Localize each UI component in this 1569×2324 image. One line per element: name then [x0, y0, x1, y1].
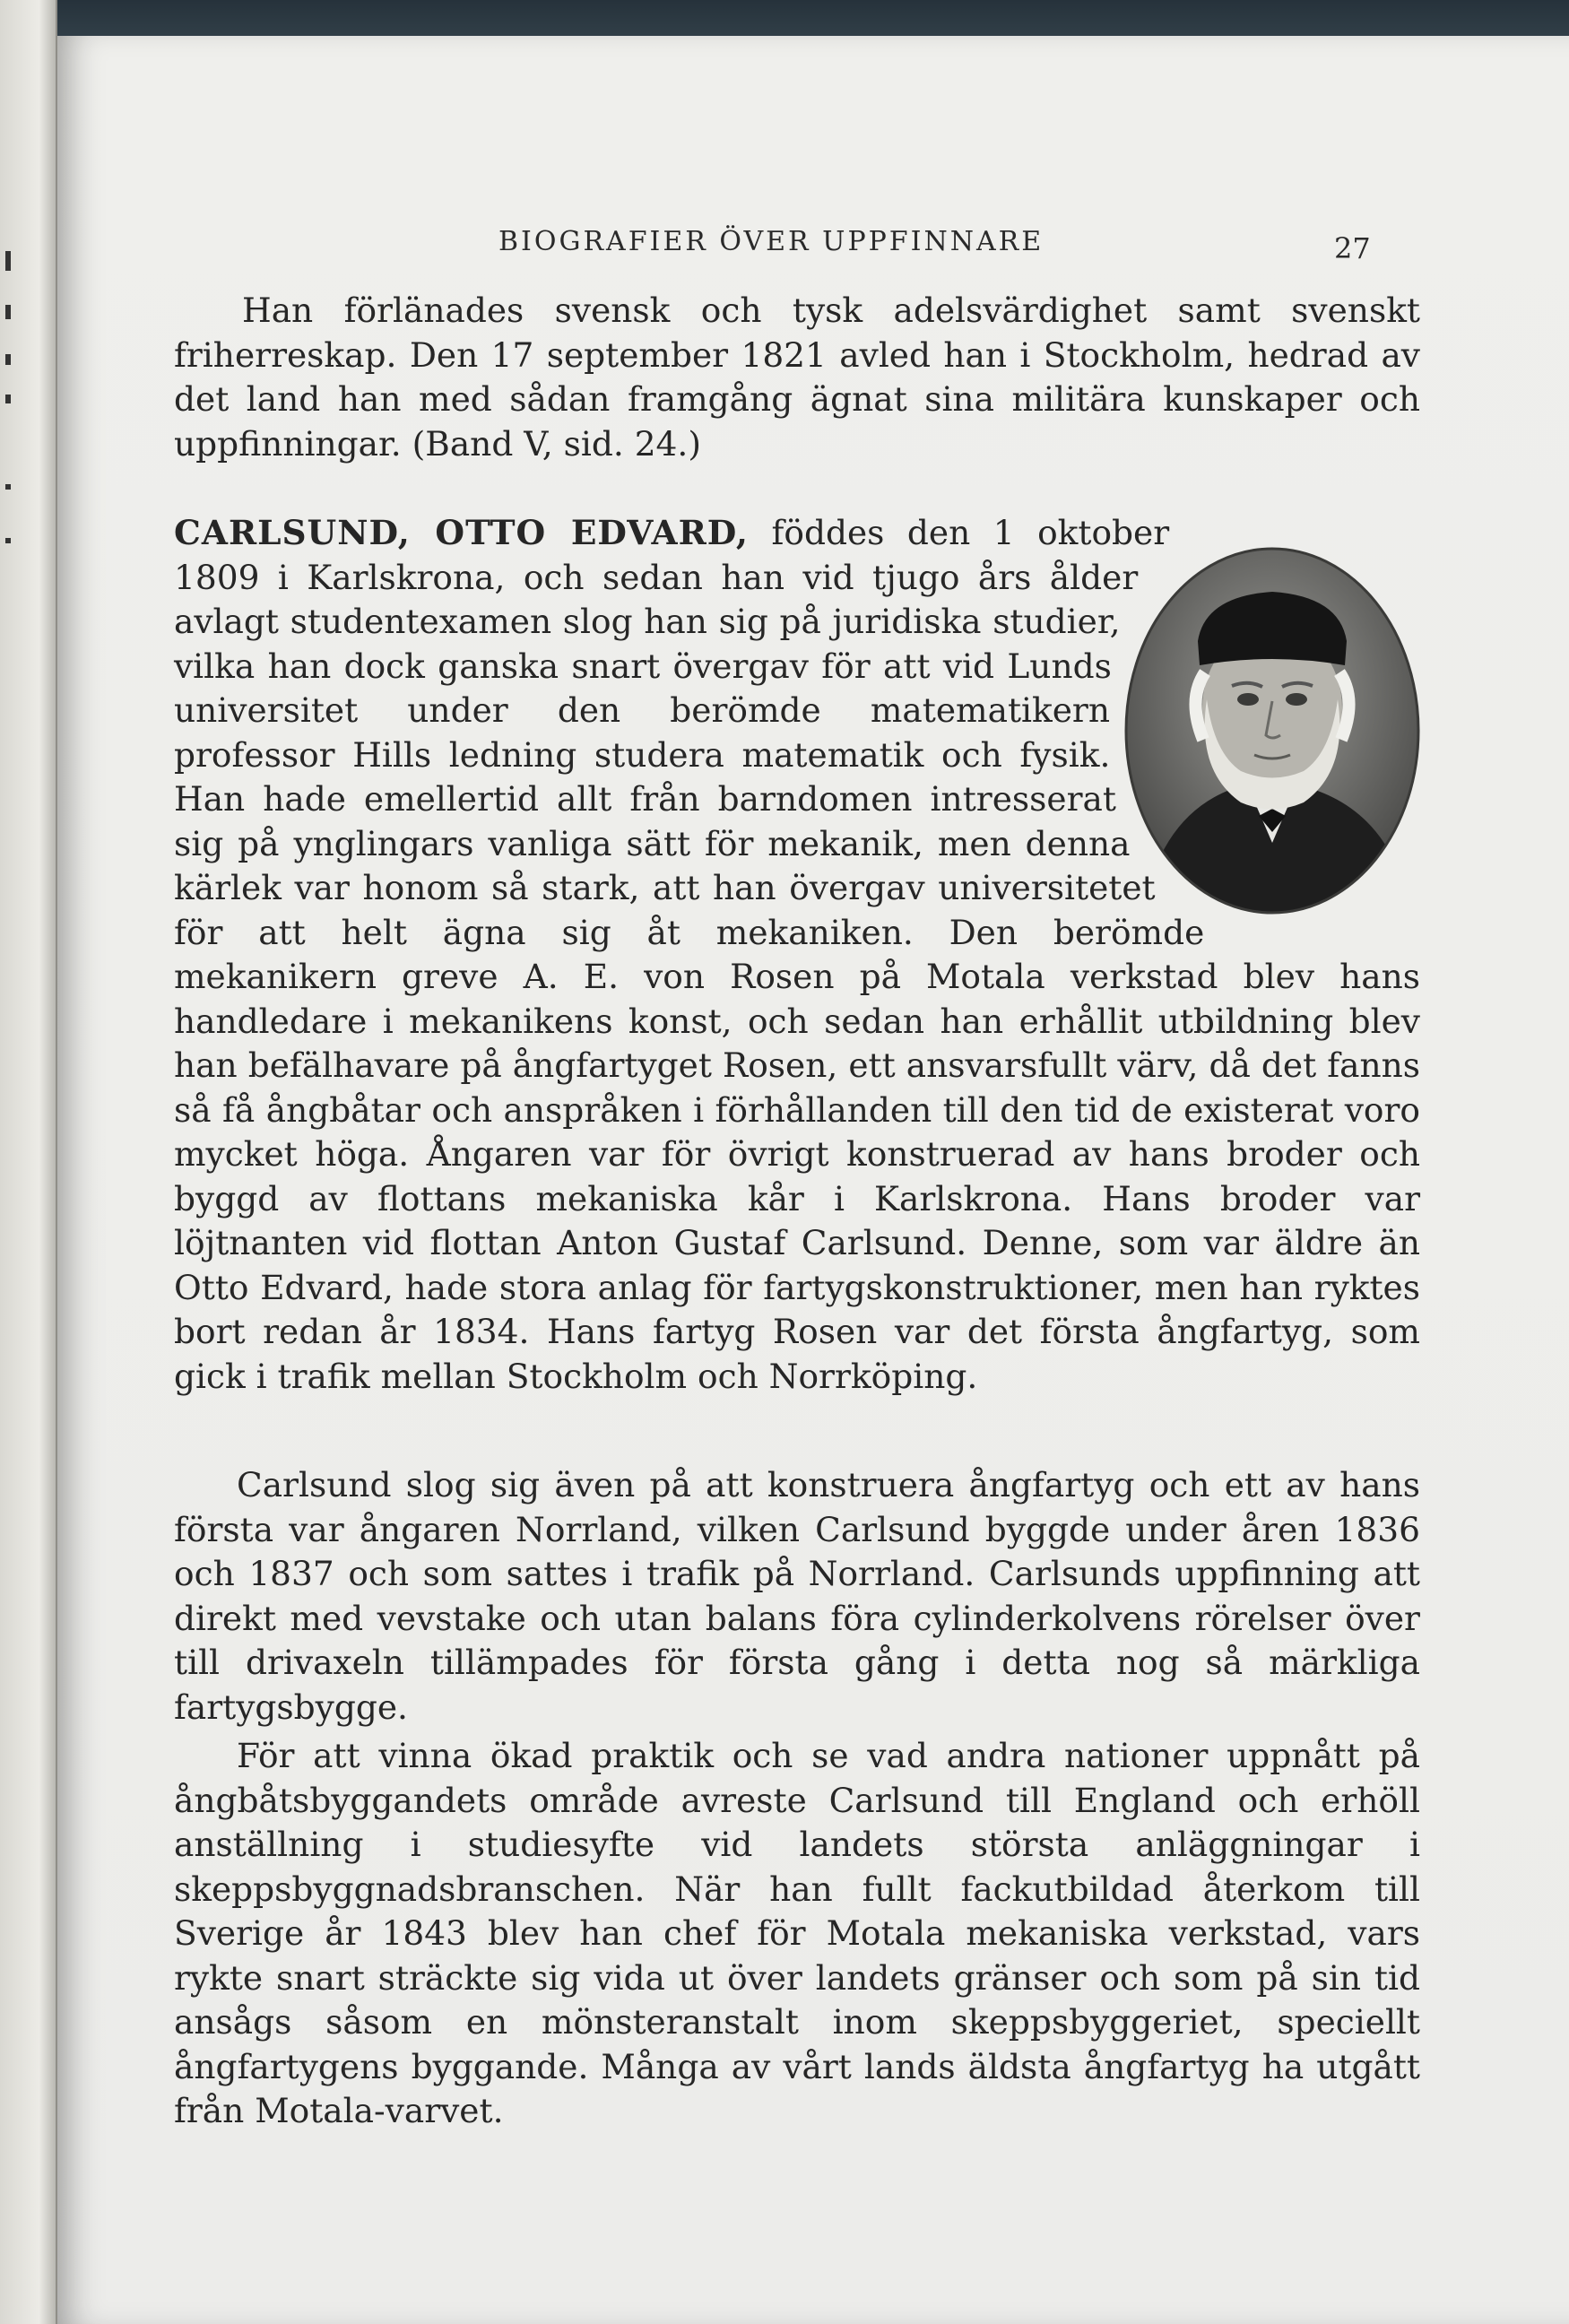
- facing-page-mark: [5, 484, 11, 490]
- facing-page-mark: [5, 395, 11, 403]
- facing-page-mark: [5, 354, 11, 365]
- facing-page-edge: [0, 0, 57, 2324]
- paragraph-carlsund-intro: [174, 511, 1420, 1399]
- page-number: 27: [1334, 231, 1371, 265]
- facing-page-mark: [5, 538, 11, 543]
- paragraph-norrland: Carlsund slog sig även på att konstruera ångfartyg och ett av hans första var ångaren Norrland, vilken Carlsund byggde under åren 1836 och 1837 och som sattes i trafik på Norrland. Carlsunds uppfinning att direkt med vevstake och utan balans föra cylinderkolvens rörelser över till drivaxeln tillämpades för första gång i detta nog så märkliga fartygsbygge.: [174, 1465, 1420, 1727]
- paragraph-motala: För att vinna ökad praktik och se vad andra nationer uppnått på ångbåtsbyggandets område avreste Carlsund till England och erhöll anställning i studiesyfte vid landets största anläggningar i skeppsbyggnadsbranschen. När han fullt fackutbildad återkom till Sverige år 1843 blev han chef för Motala mekaniska verkstad, vars rykte snart sträckte sig vida ut över landets gränser och som på sin tid ansågs såsom en mönsteranstalt inom skeppsbyggeriet, speciellt ångfartygens byggande. Många av vårt lands äldsta ångfartyg ha utgått från Motala-varvet.: [174, 1736, 1420, 2130]
- biography-text: föddes den 1 oktober 1809 i Karlskrona, och sedan han vid tjugo års ålder avlagt studentexamen slog han sig på juridiska studier, vilka han dock ganska snart övergav för att vid Lunds universitet under den berömde matematikern professor Hills ledning studera matematik och fysik. Han hade emellertid allt från barndomen intresserat sig på ynglingars vanliga sätt för mekanik, men denna kärlek var honom så stark, att han övergav universitetet för att helt ägna sig åt mekaniken. Den berömde mekanikern greve A. E. von Rosen på Motala verkstad blev hans handledare i mekanikens konst, och sedan han erhållit utbildning blev han befälhavare på ångfartyget Rosen, ett ansvarsfullt värv, då det fanns så få ångbåtar och anspråken i förhållanden till den tid de existerat voro mycket höga. Ångaren var för övrigt konstruerad av hans broder och byggd av flottans mekaniska kår i Karlskrona. Hans broder var löjtnanten vid flottan Anton Gustaf Carlsund. Denne, som var äldre än Otto Edvard, hade stora anlag för fartygskonstruktioner, men han ryktes bort redan år 1834. Hans fartyg Rosen var det första ångfartyg, som gick i trafik mellan Stockholm och Norrköping.: [174, 513, 1420, 1396]
- facing-page-mark: [5, 251, 11, 271]
- portrait-photo: [1124, 547, 1420, 915]
- paragraph-previous-biography-end: Han förlänades svensk och tysk adelsvärdighet samt svenskt friherreskap. Den 17 september 1821 avled han i Stockholm, hedrad av det land han med sådan framgång ägnat sina militära kunskaper och uppfinningar. (Band V, sid. 24.): [174, 290, 1420, 464]
- portrait-otto-edvard-carlsund: [1124, 547, 1420, 915]
- facing-page-mark: [5, 305, 11, 319]
- running-head: BIOGRAFIER ÖVER UPPFINNARE: [498, 226, 1045, 257]
- book-page: [57, 36, 1569, 2324]
- biography-name: CARLSUND, OTTO EDVARD,: [174, 513, 749, 552]
- page-header: [57, 188, 1569, 265]
